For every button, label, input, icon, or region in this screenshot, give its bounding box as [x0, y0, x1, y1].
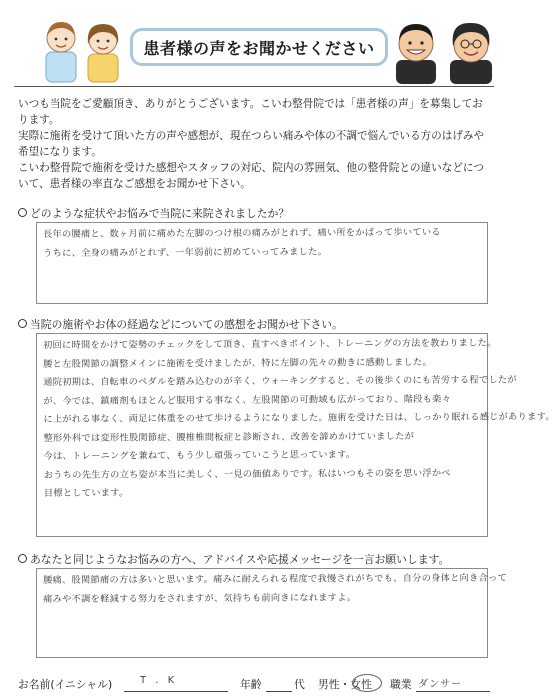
question-1-label: どのような症状やお悩みで当院に来院されましたか？ [18, 206, 289, 221]
answer-line: 通院初期は、自転車のペダルを踏み込むのが辛く、ウォーキングすると、その後歩くのにも苦労する程でしたが [43, 374, 517, 388]
intro-line: ります。 [18, 114, 60, 126]
female-selected-circle [352, 674, 382, 692]
intro-line: 希望になります。 [18, 146, 102, 158]
age-unit: 代 [294, 678, 305, 691]
answer-line: 目標としています。 [43, 487, 129, 499]
question-1-answer [36, 222, 488, 304]
answer-line: 長年の腰痛と、数ヶ月前に痛めた左脚のつけ根の痛みがとれず、痛い所をかばって歩いている [43, 226, 441, 240]
answer-line: おうちの先生方の立ち姿が本当に美しく、一見の価値ありです。私はいつもその姿を思い浮かべ [43, 467, 451, 481]
intro-line: いて、患者様の率直なご感想をお聞かせ下さい。 [18, 178, 251, 190]
header-divider [14, 86, 494, 87]
intro-line: こいわ整骨院で施術を受けた感想やスタッフの対応、院内の雰囲気、他の整骨院との違いなどにつ [18, 162, 484, 174]
answer-line: に上がれる事なく、両足に体重をのせて歩けるようになりました。施術を受けた日は、しっかり眠れる感じがあります。 [43, 411, 555, 425]
answer-line: 今は、トレーニングを兼ねて、もう少し頑張っていこうと思っています。 [43, 449, 356, 462]
answer-line: うちに、全身の痛みがとれず、一年弱前に初めていってみました。 [43, 245, 328, 259]
patient-couple-illustration [36, 14, 132, 82]
answer-line: 腰痛、股関節痛の方は多いと思います。痛みに耐えられる程度で我慢されがちでも、自分の身体と向き合って [43, 572, 508, 586]
age-underline [266, 691, 292, 692]
respondent-info [18, 675, 498, 697]
question-3-answer [36, 568, 508, 658]
question-2-label: 当院の施術やお体の経過などについての感想をお聞かせ下さい。 [18, 317, 343, 332]
question-2-answer [36, 333, 555, 537]
name-label: お名前(イニシャル) [18, 678, 113, 691]
intro-line: 実際に施術を受けて頂いた方の声や感想が、現在つらい痛みや体の不調で悩んでいる方のはげみや [18, 130, 485, 142]
staff-illustration [392, 16, 502, 84]
name-underline [124, 691, 228, 692]
job-underline [416, 691, 490, 692]
name-value: T . K [140, 675, 178, 686]
job-value: ダンサー [418, 679, 463, 690]
page-title: 患者様の声をお聞かせください [130, 28, 388, 66]
answer-line: 痛みや不調を軽減する努力をされますが、気持ちも前向きになれますよ。 [43, 591, 357, 605]
answer-line: 腰と左股関節の調整メインに施術を受けましたが、特に左脚の先々の動きに感動しました。 [43, 356, 432, 370]
answer-line: 整形外科では変形性股関節症、腰椎椎間板症と診断され、改善を諦めかけていましたが [43, 430, 415, 444]
gender-options: 男性・女性 [318, 678, 372, 691]
intro-line: いつも当院をご愛顧頂き、ありがとうございます。こいわ整骨院では「患者様の声」を募集してお [18, 98, 483, 110]
job-label: 職業 [390, 678, 412, 691]
answer-line: 初回に時間をかけて姿勢のチェックをして頂き、直すべきポイント、トレーニングの方法を教わりました。 [43, 337, 497, 351]
answer-line: が、今では、鎮痛剤もほとんど服用する事なく、左股関節の可動域も広がっており、階段も楽々 [43, 393, 452, 407]
question-3-label: あなたと同じようなお悩みの方へ、アドバイスや応援メッセージを一言お願いします。 [18, 552, 449, 567]
age-label: 年齢 [240, 678, 262, 691]
intro-text [18, 96, 494, 192]
